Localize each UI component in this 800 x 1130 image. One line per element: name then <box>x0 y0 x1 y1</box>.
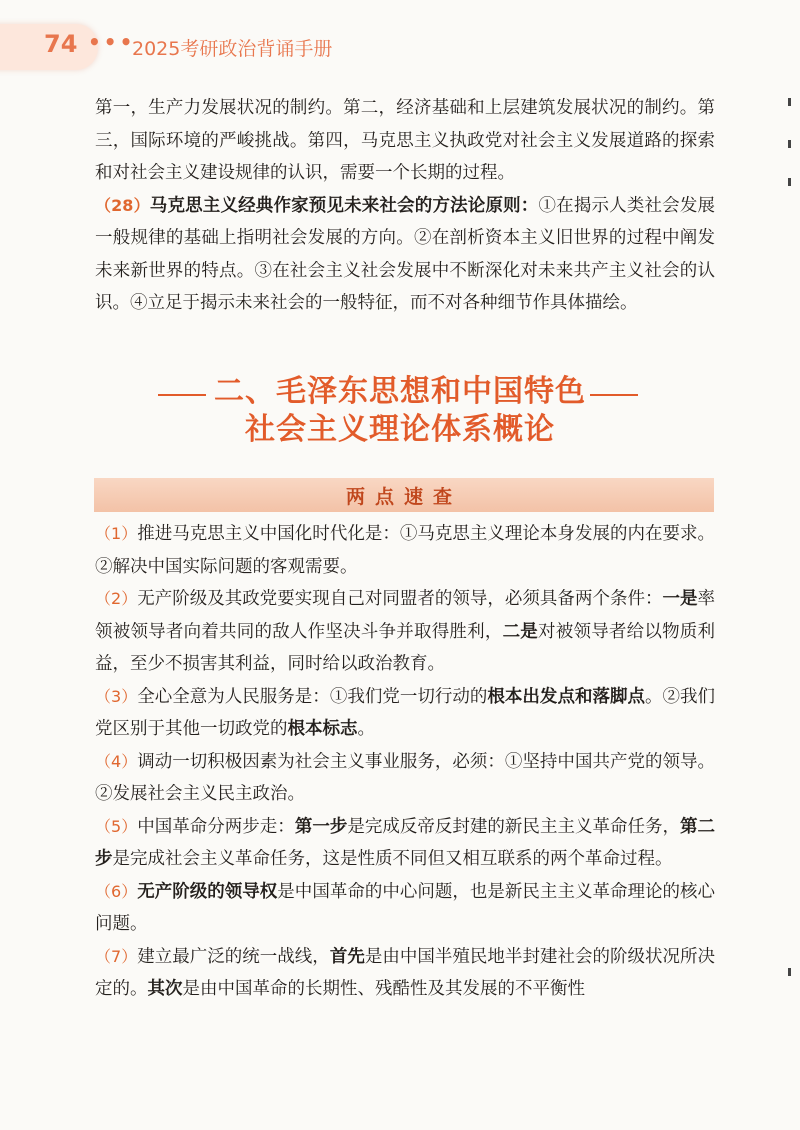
margin-mark <box>788 178 791 186</box>
margin-mark <box>788 98 791 106</box>
item-bold-text: 根本标志 <box>287 719 358 739</box>
item-bold-text: 第二步 <box>95 816 716 869</box>
list-item <box>95 941 715 1006</box>
list-item <box>95 876 715 941</box>
item-text: 建立最广泛的统一战线， <box>137 946 330 967</box>
item-text: 全心全意为人民服务是：①我们党一切行动的 <box>137 686 488 707</box>
item-number: （6） <box>95 881 138 901</box>
item-text: 率领被领导者向着共同的敌人作坚决斗争并取得胜利， <box>95 589 716 642</box>
item-number: （3） <box>95 686 138 706</box>
list-item <box>95 746 715 811</box>
intro-paragraph: 第一，生产力发展状况的制约。第二，经济基础和上层建筑发展状况的制约。第三，国际环境的严峻挑战。第四，马克思主义执政党对社会主义发展道路的探索和对社会主义建设规律的认识，需要一个长期的过程。 <box>95 98 715 183</box>
item-number: （4） <box>95 751 138 771</box>
list-item <box>95 583 715 681</box>
title-dash-right <box>590 394 638 396</box>
section-title <box>0 358 800 448</box>
banner-label: 两点速查 <box>345 486 462 508</box>
list-item <box>95 681 715 746</box>
item-text: 是中国革命的中心问题，也是新民主主义革命理论的核心问题。 <box>95 881 716 934</box>
section-title-line2: 社会主义理论体系概论 <box>245 412 555 447</box>
item-text: 是完成反帝反封建的新民主主义革命任务， <box>347 816 681 837</box>
intro-content <box>95 92 715 320</box>
item-text: 是由中国半殖民地半封建社会的阶级状况所决定的。 <box>95 946 716 999</box>
item-number: （7） <box>95 946 138 966</box>
list-item <box>95 811 715 876</box>
item-bold-text: 一是 <box>662 589 698 609</box>
item-bold-text: 二是 <box>502 621 539 642</box>
header-dots: ••• <box>88 30 136 54</box>
page-header <box>0 0 800 80</box>
item-text: 中国革命分两步走： <box>137 816 295 837</box>
margin-mark <box>788 140 791 148</box>
item-28-number: （28） <box>95 195 150 215</box>
item-text: 。②我们党区别于其他一切政党的 <box>95 686 716 739</box>
item-28 <box>95 190 715 320</box>
item-text: 无产阶级及其政党要实现自己对同盟者的领导，必须具备两个条件： <box>137 589 663 609</box>
item-text: 推进马克思主义中国化时代化是：①马克思主义理论本身发展的内在要求。②解决中国实际问题的客观需要。 <box>95 524 716 577</box>
item-number: （5） <box>95 816 138 836</box>
book-title: 2025考研政治背诵手册 <box>132 38 333 60</box>
item-text: 是完成社会主义革命任务，这是性质不同但又相互联系的两个革命过程。 <box>112 849 673 869</box>
item-text: 对被领导者给以物质利益，至少不损害其利益，同时给以政治教育。 <box>95 621 716 674</box>
item-28-title: 马克思主义经典作家预见未来社会的方法论原则： <box>149 195 539 216</box>
item-text: 调动一切积极因素为社会主义事业服务，必须：①坚持中国共产党的领导。②发展社会主义民主政治。 <box>95 751 716 804</box>
margin-mark <box>788 968 791 976</box>
item-bold-text: 首先 <box>329 946 365 967</box>
section-title-line1: 二、毛泽东思想和中国特色 <box>214 374 586 409</box>
item-text: 。 <box>357 719 375 739</box>
item-number: （2） <box>95 589 138 608</box>
quick-check-list <box>95 518 715 1006</box>
item-bold-text: 其次 <box>147 979 183 999</box>
item-bold-text: 根本出发点和落脚点 <box>487 686 645 707</box>
item-bold-text: 无产阶级的领导权 <box>137 881 278 902</box>
quick-check-banner <box>94 478 714 512</box>
item-number: （1） <box>95 524 138 543</box>
list-item <box>95 518 715 583</box>
item-text: 是由中国革命的长期性、残酷性及其发展的不平衡性 <box>182 979 585 999</box>
item-28-text: ①在揭示人类社会发展一般规律的基础上指明社会发展的方向。②在剖析资本主义旧世界的过程中阐发未来新世界的特点。③在社会主义社会发展中不断深化对未来共产主义社会的认识。④立足于揭示未来社会的一般特征，而不对各种细节作具体描绘。 <box>95 195 715 313</box>
item-bold-text: 第一步 <box>294 816 348 837</box>
page-number: 74 <box>44 30 78 58</box>
